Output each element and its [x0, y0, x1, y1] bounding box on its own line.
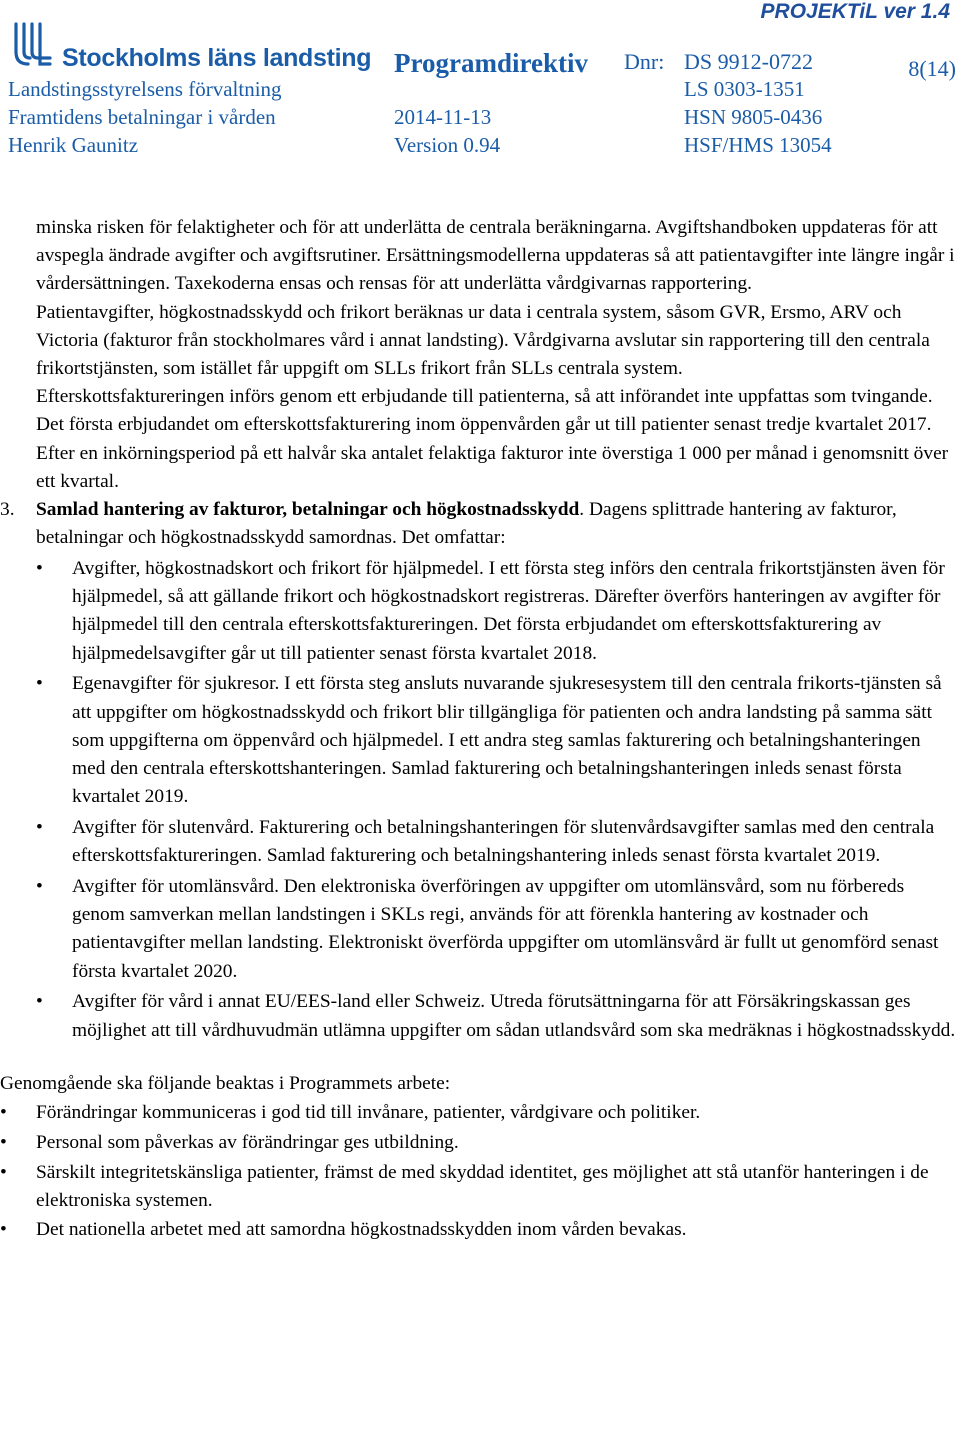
bullet-icon: •: [36, 558, 43, 580]
reference-number: DS 9912-0722: [684, 49, 813, 74]
reference-number: HSN 9805-0436: [684, 105, 823, 129]
list-item: • Personal som påverkas av förändringar ges utbildning.: [0, 1129, 956, 1157]
section-intro: Genomgående ska följande beaktas i Programmets arbete:: [0, 1072, 451, 1094]
reference-number: HSF/HMS 13054: [684, 133, 832, 157]
list-item: • Förändringar kommuniceras i god tid till invånare, patienter, vårdgivare och politiker.: [0, 1099, 956, 1127]
numbered-item-3: [0, 496, 960, 552]
project-name: Framtidens betalningar i vården: [8, 105, 276, 129]
bullet-icon: •: [0, 1161, 7, 1183]
body-paragraph: Efter en inkörningsperiod på ett halvår ska antalet felaktiga fakturor inte överstiga 1 000 per månad i genomsnitt över ett kvartal.: [36, 442, 949, 492]
bullet-icon: •: [36, 991, 43, 1013]
body-paragraph: minska risken för felaktigheter och för att underlätta de centrala beräkningarna. Avgiftshandboken uppdateras för att avspegla ändrade avgifter och avgiftsrutiner. Ersättningsmodellerna uppdateras så att patientavgifter inte längre ingår i vårdersättningen. Taxekoderna ensas och rensas för att underlätta vårdgivarnas rapportering.: [36, 217, 955, 295]
document-body: [0, 214, 960, 1245]
organization-name: Stockholms läns landsting: [62, 44, 372, 72]
bullet-icon: •: [36, 673, 43, 695]
body-paragraph: Patientavgifter, högkostnadsskydd och frikort beräknas ur data i centrala system, såsom GVR, Ersmo, ARV och Victoria (fakturor från stockholmares vård i annat landsting). Vårdgivarna avslutar sin rapportering till den centrala frikortstjänsten, som istället får uppgift om SLLs frikort från SLLs centrala system.: [36, 301, 930, 380]
document-type: Programdirektiv: [394, 48, 588, 78]
list-item: • Avgifter, högkostnadskort och frikort för hjälpmedel. I ett första steg införs den centrala frikortstjänsten även för hjälpmedel, så att gällande frikort och högkostnadskort registreras. Därefter överförs hanteringen av avgifter för hjälpmedel till den centrala efterskottsfaktureringen. Det första erbjudandet om efterskottsfakturering av hjälpmedelsavgifter går ut till patienter senast första kvartalet 2018.: [36, 555, 956, 668]
body-paragraph: Efterskottsfaktureringen införs genom ett erbjudande till patienterna, så att införandet inte uppfattas som tvingande. Det första erbjudandet om efterskottsfakturering inom öppenvården går ut till patienter senast tredje kvartalet 2017.: [36, 386, 933, 436]
item-number: 3.: [0, 499, 15, 521]
reference-number: LS 0303-1351: [684, 77, 805, 101]
list-item: • Avgifter för utomlänsvård. Den elektroniska överföringen av uppgifter om utomlänsvård, som nu förbereds genom samverkan mellan landstingen i SKLs regi, används för att förenkla hantering av kostnader och patientavgifter mellan landsting. Elektroniskt överförda uppgifter om utomlänsvård är fullt ut genomförd senast första kvartalet 2020.: [36, 873, 956, 986]
document-date: 2014-11-13: [394, 105, 492, 129]
bullet-list: [0, 555, 960, 1045]
department-name: Landstingsstyrelsens förvaltning: [8, 77, 282, 101]
bullet-icon: •: [36, 876, 43, 898]
document-header: [0, 0, 960, 170]
list-item: • Särskilt integritetskänsliga patienter, främst de med skyddad identitet, ges möjlighet att stå utanför hanteringen i de elektroniska systemen.: [0, 1159, 956, 1215]
document-version: Version 0.94: [394, 133, 501, 157]
item-text: [36, 496, 956, 552]
list-item: • Det nationella arbetet med att samordna högkostnadsskydden inom vården bevakas.: [0, 1216, 956, 1244]
bullet-icon: •: [0, 1132, 7, 1154]
list-item: • Avgifter för slutenvård. Fakturering och betalningshanteringen för slutenvårdsavgifter samlas med den centrala efterskottsfaktureringen. Samlad fakturering och betalningshantering inleds senast första kvartalet 2019.: [36, 814, 956, 870]
item-description: . Dagens splittrade hantering av fakturor, betalningar och högkostnadsskydd samordnas. Det omfattar:: [36, 499, 897, 549]
bullet-icon: •: [0, 1102, 7, 1124]
author-name: Henrik Gaunitz: [8, 133, 139, 157]
dnr-label: Dnr:: [624, 49, 665, 74]
bullet-icon: •: [36, 817, 43, 839]
sll-logo-icon: [8, 22, 52, 68]
list-item: • Egenavgifter för sjukresor. I ett första steg ansluts nuvarande sjukresesystem till den centrala frikorts-tjänsten så att uppgifter om högkostnadsskydd och frikort blir tillgängliga för patienten och andra landsting på samma sätt som uppgifterna om öppenvård och hjälpmedel. I ett andra steg samlas fakturering och betalningshanteringen med den centrala efterskottshanteringen. Samlad fakturering och betalningshanteringen inleds senast första kvartalet 2019.: [36, 670, 956, 811]
project-tag: PROJEKTiL ver 1.4: [760, 0, 950, 23]
list-item: • Avgifter för vård i annat EU/EES-land eller Schweiz. Utreda förutsättningarna för att Försäkringskassan ges möjlighet att till vårdhuvudmän utlämna uppgifter om sådan utlandsvård som ska medräknas i högkostnadsskydd.: [36, 988, 956, 1044]
page-number: 8(14): [908, 56, 956, 81]
item-title: Samlad hantering av fakturor, betalningar och högkostnadsskydd: [36, 499, 580, 521]
bullet-icon: •: [0, 1219, 7, 1241]
bullet-list: [0, 1099, 960, 1244]
